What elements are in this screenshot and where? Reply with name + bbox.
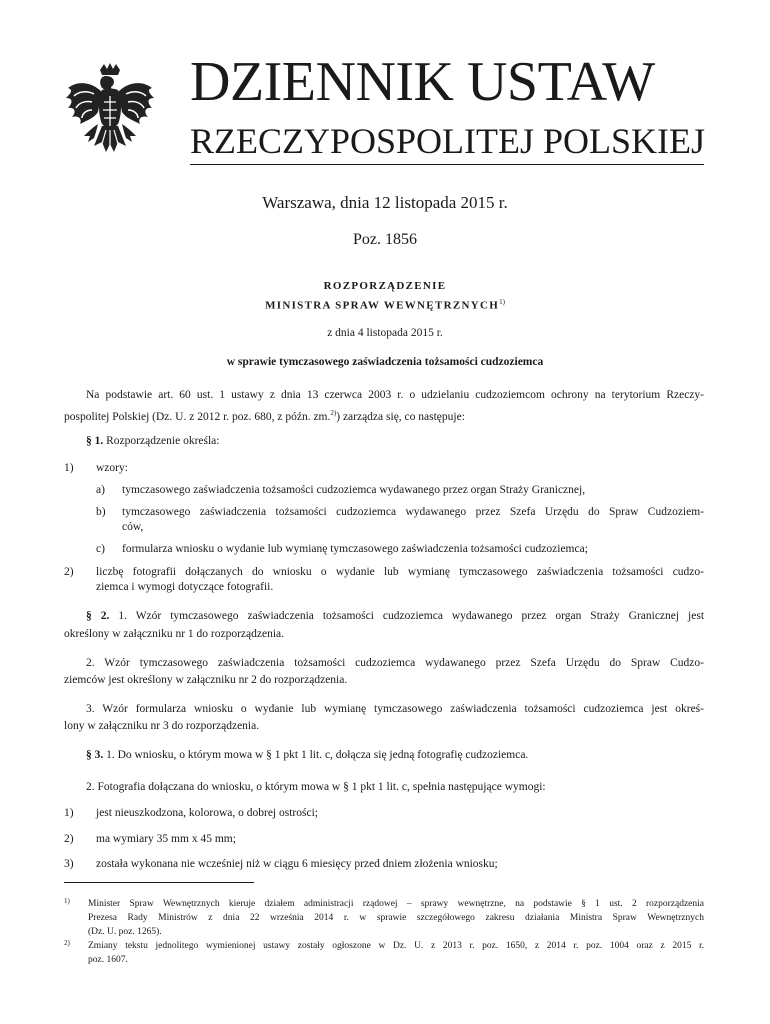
footnote-1-number: 1) <box>64 897 70 905</box>
act-type: ROZPORZĄDZENIE <box>323 280 447 292</box>
requirement-1-number: 1) <box>64 807 74 819</box>
section-3-para-2: 2. Fotografia dołączana do wniosku, o którym mowa w § 1 pkt 1 lit. c, spełnia następujące wymogi: <box>86 781 546 793</box>
preamble-line-2: pospolitej Polskiej (Dz. U. z 2012 r. poz. 680, z późn. zm.$^{2)}$) zarządza się, co następuje: <box>64 409 465 423</box>
requirement-3-text: została wykonana nie wcześniej niż w ciągu 6 miesięcy przed dniem złożenia wniosku; <box>96 858 498 870</box>
section-1: § 1. Rozporządzenie określa: <box>86 435 220 447</box>
item-2-text-line-1: liczbę fotografii dołączanych do wniosku o wydanie lub wymianę tymczasowego zaświadczenia tożsamości cudzo- <box>96 566 704 578</box>
item-c-text: formularza wniosku o wydanie lub wymianę tymczasowego zaświadczenia tożsamości cudzoziemca; <box>122 543 588 555</box>
section-3-para-1: § 3. 1. Do wniosku, o którym mowa w § 1 pkt 1 lit. c, dołącza się jedną fotografię cudzoziemca. <box>86 749 529 761</box>
act-issuer: MINISTRA SPRAW WEWNĘTRZNYCH$^{1)}$ <box>265 298 505 312</box>
act-date: z dnia 4 listopada 2015 r. <box>327 327 443 339</box>
act-subject: w sprawie tymczasowego zaświadczenia tożsamości cudzoziemca <box>226 356 544 368</box>
footnote-1-line-2: Prezesa Rady Ministrów z dnia 22 września 2014 r. w sprawie szczegółowego zakresu działania Ministra Spraw Wewnętrznych <box>88 913 704 923</box>
preamble-line-1: Na podstawie art. 60 ust. 1 ustawy z dnia 13 czerwca 2003 r. o udzielaniu cudzoziemcom ochrony na terytorium Rzeczy- <box>86 389 704 401</box>
item-2-text-line-2: ziemca i wymogi dotyczące fotografii. <box>96 581 274 593</box>
item-b-text-line-1: tymczasowego zaświadczenia tożsamości cudzoziemca wydawanego przez Szefa Urzędu do Spraw Cudzoziem- <box>122 506 704 518</box>
item-a-text: tymczasowego zaświadczenia tożsamości cudzoziemca wydawanego przez organ Straży Granicznej, <box>122 484 586 496</box>
footnote-2-line-2: poz. 1607. <box>88 955 128 965</box>
requirement-2-number: 2) <box>64 833 74 845</box>
item-1-text: wzory: <box>96 462 128 474</box>
item-b-text-line-2: ców, <box>122 521 144 533</box>
footnote-1-line-3: (Dz. U. poz. 1265). <box>88 927 162 937</box>
polish-eagle-emblem-icon <box>64 62 156 160</box>
item-c-letter: c) <box>96 543 105 555</box>
header-divider <box>190 164 704 165</box>
requirement-3-number: 3) <box>64 858 74 870</box>
section-2-para-2-line-1: 2. Wzór tymczasowego zaświadczenia tożsamości cudzoziemca wydawanego przez Szefa Urzędu do Spraw Cudzo- <box>86 657 704 669</box>
journal-subtitle: RZECZYPOSPOLITEJ POLSKIEJ <box>190 121 706 161</box>
item-b-letter: b) <box>96 506 106 518</box>
item-1-number: 1) <box>64 462 74 474</box>
section-2-para-2-line-2: ziemców jest określony w załączniku nr 2 do rozporządzenia. <box>64 674 348 686</box>
requirement-2-text: ma wymiary 35 mm x 45 mm; <box>96 833 236 845</box>
requirement-1-text: jest nieuszkodzona, kolorowa, o dobrej ostrości; <box>96 807 318 819</box>
item-a-letter: a) <box>96 484 105 496</box>
footnote-2-line-1: Zmiany tekstu jednolitego wymienionej ustawy zostały ogłoszone w Dz. U. z 2013 r. poz. 1650, z 2014 r. poz. 1004 oraz z 2015 r. <box>88 941 704 951</box>
section-2-para-3-line-2: lony w załączniku nr 3 do rozporządzenia. <box>64 720 260 732</box>
section-2-para-1-line-2: określony w załączniku nr 1 do rozporządzenia. <box>64 628 285 640</box>
footnote-ref-2: 2) <box>330 409 337 417</box>
footnote-2-number: 2) <box>64 939 70 947</box>
footnote-1-line-1: Minister Spraw Wewnętrznych kieruje działem administracji rządowej – sprawy wewnętrzne, na podstawie § 1 ust. 2 rozporządzenia <box>88 899 704 909</box>
footnote-divider <box>64 882 254 883</box>
footnote-ref-1: 1) <box>499 298 505 306</box>
item-2-number: 2) <box>64 566 74 578</box>
publication-date: Warszawa, dnia 12 listopada 2015 r. <box>262 193 508 212</box>
position-number: Poz. 1856 <box>353 231 417 248</box>
journal-title: DZIENNIK USTAW <box>190 51 655 113</box>
section-2-para-1-line-1: § 2. 1. Wzór tymczasowego zaświadczenia tożsamości cudzoziemca wydawanego przez organ Straży Granicznej jest <box>86 610 705 622</box>
section-2-para-3-line-1: 3. Wzór formularza wniosku o wydanie lub wymianę tymczasowego zaświadczenia tożsamości cudzoziemca jest okreś- <box>86 703 704 715</box>
